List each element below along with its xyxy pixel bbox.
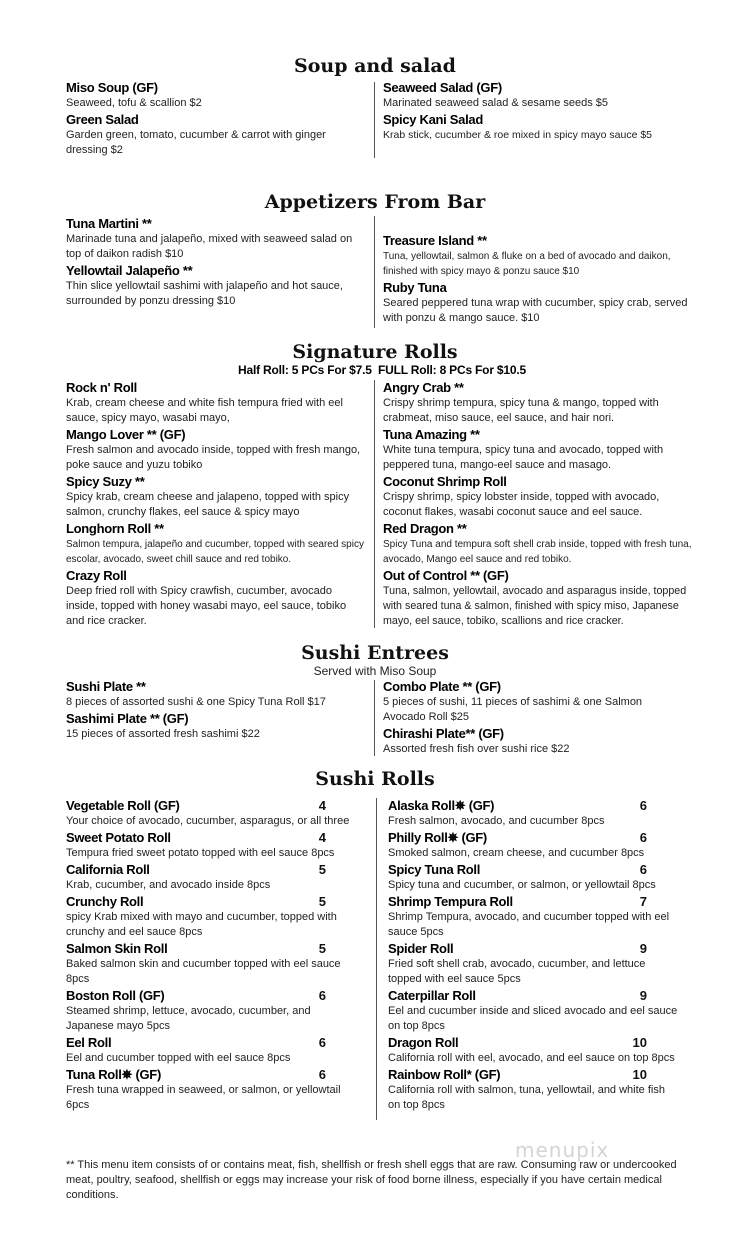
item-name: Salmon Skin Roll <box>66 941 168 956</box>
item-price: 5 <box>318 941 326 956</box>
item-name: Ruby Tuna <box>383 280 447 295</box>
menu-item <box>66 263 366 309</box>
menu-item <box>383 233 688 279</box>
item-name: Sushi Plate ** <box>66 679 146 694</box>
menu-item <box>388 862 680 893</box>
item-description: Thin slice yellowtail sashimi with jalapeño and hot sauce, surrounded by ponzu dressing $10 <box>66 280 343 307</box>
raw-food-disclaimer: ** This menu item consists of or contains meat, fish, shellfish or fresh shell eggs that are raw. Consuming raw or undercooked meat, poultry, seafood, shellfish or eggs may increase your risk of food borne illness, especially if you have certain medical conditions. <box>66 1159 677 1201</box>
menu-item <box>388 988 680 1034</box>
item-name: Spicy Kani Salad <box>383 112 483 127</box>
item-description: Seared peppered tuna wrap with cucumber, spicy crab, served with ponzu & mango sauce. $10 <box>383 297 688 324</box>
menu-item <box>388 830 680 861</box>
menu-item <box>388 894 680 940</box>
item-description: Marinade tuna and jalapeño, mixed with seaweed salad on top of daikon radish $10 <box>66 233 353 260</box>
entrees-subtitle: Served with Miso Soup <box>313 664 437 678</box>
menu-item <box>388 941 680 987</box>
menu-item <box>383 280 688 326</box>
item-description: Spicy tuna and cucumber, or salmon, or yellowtail 8pcs <box>388 879 656 891</box>
soup-salad-right-column <box>383 80 683 144</box>
full-roll-price: FULL Roll: 8 PCs For $10.5 <box>378 363 526 377</box>
item-description: spicy Krab mixed with mayo and cucumber, topped with crunchy and eel sauce 8pcs <box>66 911 337 938</box>
menu-item <box>388 1035 680 1066</box>
item-price: 10 <box>632 1067 647 1082</box>
menu-item <box>66 427 366 473</box>
item-name: Dragon Roll <box>388 1035 459 1050</box>
item-name: Caterpillar Roll <box>388 988 476 1003</box>
item-price: 6 <box>639 862 647 877</box>
item-name: Green Salad <box>66 112 139 127</box>
item-description: Salmon tempura, jalapeño and cucumber, topped with seared spicy escolar, avocado, sweet chill sauce and red tobiko. <box>66 539 364 565</box>
item-name: Red Dragon ** <box>383 521 467 536</box>
item-description: Krab, cucumber, and avocado inside 8pcs <box>66 879 271 891</box>
item-description: Crispy shrimp tempura, spicy tuna & mango, topped with crabmeat, miso sauce, eel sauce, and hair nori. <box>383 397 659 424</box>
menu-item <box>383 112 683 143</box>
item-name: Miso Soup (GF) <box>66 80 158 95</box>
item-description: Seaweed, tofu & scallion $2 <box>66 97 202 109</box>
item-name: Coconut Shrimp Roll <box>383 474 507 489</box>
menu-item <box>383 726 683 757</box>
item-description: California roll with eel, avocado, and eel sauce on top 8pcs <box>388 1052 675 1064</box>
item-description: Your choice of avocado, cucumber, asparagus, or all three <box>66 815 350 827</box>
appetizers-right-column <box>383 233 688 327</box>
item-price: 10 <box>632 1035 647 1050</box>
menu-item <box>383 521 693 567</box>
item-description: Crispy shrimp, spicy lobster inside, topped with avocado, coconut flakes, wasabi coconut sauce and eel sauce. <box>383 491 660 518</box>
item-name: California Roll <box>66 862 150 877</box>
menu-item <box>66 1035 356 1066</box>
entrees-left-column <box>66 679 366 743</box>
item-description: Fried soft shell crab, avocado, cucumber, and lettuce topped with eel sauce 5pcs <box>388 958 646 985</box>
menu-item <box>66 941 356 987</box>
menu-item <box>383 679 683 725</box>
item-description: Tempura fried sweet potato topped with eel sauce 8pcs <box>66 847 335 859</box>
item-name: Angry Crab ** <box>383 380 464 395</box>
item-name: Out of Control ** (GF) <box>383 568 509 583</box>
item-price: 6 <box>318 1035 326 1050</box>
item-name: Vegetable Roll (GF) <box>66 798 180 813</box>
item-description: Krab, cream cheese and white fish tempura fried with eel sauce, spicy mayo, wasabi mayo, <box>66 397 343 424</box>
item-name: Shrimp Tempura Roll <box>388 894 513 909</box>
column-divider <box>374 380 375 628</box>
item-name: Crunchy Roll <box>66 894 144 909</box>
item-name: Rock n' Roll <box>66 380 137 395</box>
item-name: Treasure Island ** <box>383 233 487 248</box>
section-title-sushi-entrees: Sushi Entrees <box>301 642 449 664</box>
column-divider <box>374 216 375 328</box>
section-title-appetizers: Appetizers From Bar <box>264 191 486 213</box>
menu-item <box>66 988 356 1034</box>
column-divider <box>374 82 375 158</box>
item-name: Combo Plate ** (GF) <box>383 679 501 694</box>
item-description: Tuna, salmon, yellowtail, avocado and asparagus inside, topped with seared tuna & salmon, finished with spicy miso, Japanese mayo, eel sauce, tobiko, scallions and rice cracker. <box>383 585 687 627</box>
item-description: Eel and cucumber inside and sliced avocado and eel sauce on top 8pcs <box>388 1005 678 1032</box>
item-name: Seaweed Salad (GF) <box>383 80 502 95</box>
item-name: Boston Roll (GF) <box>66 988 165 1003</box>
menu-item <box>66 380 366 426</box>
item-name: Sashimi Plate ** (GF) <box>66 711 189 726</box>
item-price: 6 <box>318 1067 326 1082</box>
menu-item <box>383 80 683 111</box>
signature-right-column <box>383 380 693 630</box>
soup-salad-left-column <box>66 80 366 159</box>
half-roll-price: Half Roll: 5 PCs For $7.5 <box>238 363 372 377</box>
item-price: 9 <box>639 941 647 956</box>
signature-left-column <box>66 380 366 630</box>
item-description: Fresh salmon and avocado inside, topped with fresh mango, poke sauce and yuzu tobiko <box>66 444 361 471</box>
item-description: Fresh salmon, avocado, and cucumber 8pcs <box>388 815 605 827</box>
menu-item <box>66 521 366 567</box>
section-title-sushi-rolls: Sushi Rolls <box>315 768 435 790</box>
item-name: Alaska Roll✵ (GF) <box>388 798 495 813</box>
item-description: Steamed shrimp, lettuce, avocado, cucumber, and Japanese mayo 5pcs <box>66 1005 311 1032</box>
item-description: Garden green, tomato, cucumber & carrot with ginger dressing $2 <box>66 129 326 156</box>
menu-item <box>383 427 693 473</box>
menu-item <box>66 830 356 861</box>
entrees-right-column <box>383 679 683 758</box>
menu-item <box>383 474 693 520</box>
item-name: Spider Roll <box>388 941 454 956</box>
item-name: Rainbow Roll* (GF) <box>388 1067 501 1082</box>
item-name: Tuna Roll✵ (GF) <box>66 1067 161 1082</box>
item-description: Krab stick, cucumber & roe mixed in spicy mayo sauce $5 <box>383 129 653 141</box>
menu-item <box>388 798 680 829</box>
item-name: Yellowtail Jalapeño ** <box>66 263 193 278</box>
item-name: Crazy Roll <box>66 568 127 583</box>
column-divider <box>374 680 375 756</box>
item-description: Spicy Tuna and tempura soft shell crab inside, topped with fresh tuna, avocado, Mango eel sauce and red tobiko. <box>383 539 692 565</box>
item-description: Deep fried roll with Spicy crawfish, cucumber, avocado inside, topped with honey wasabi mayo, eel sauce, tobiko and rice cracker. <box>66 585 347 627</box>
item-description: Tuna, yellowtail, salmon & fluke on a bed of avocado and daikon, finished with spicy mayo & ponzu sauce $10 <box>383 251 671 277</box>
item-name: Tuna Amazing ** <box>383 427 480 442</box>
menu-item <box>66 80 366 111</box>
item-name: Spicy Tuna Roll <box>388 862 481 877</box>
item-price: 6 <box>318 988 326 1003</box>
section-title-soup-salad: Soup and salad <box>294 55 456 77</box>
section-title-signature-rolls: Signature Rolls <box>292 341 458 363</box>
item-name: Chirashi Plate** (GF) <box>383 726 504 741</box>
item-name: Philly Roll✵ (GF) <box>388 830 487 845</box>
menu-item <box>66 474 366 520</box>
item-description: Shrimp Tempura, avocado, and cucumber topped with eel sauce 5pcs <box>388 911 670 938</box>
item-name: Longhorn Roll ** <box>66 521 164 536</box>
item-description: Eel and cucumber topped with eel sauce 8pcs <box>66 1052 291 1064</box>
item-description: 8 pieces of assorted sushi & one Spicy Tuna Roll $17 <box>66 696 326 708</box>
menu-item <box>383 380 693 426</box>
item-price: 9 <box>639 988 647 1003</box>
menu-item <box>388 1067 680 1113</box>
menu-item <box>66 862 356 893</box>
item-description: Smoked salmon, cream cheese, and cucumber 8pcs <box>388 847 645 859</box>
menu-item <box>66 112 366 158</box>
sushi-rolls-left-column <box>66 798 356 1114</box>
menu-item <box>383 568 693 629</box>
menu-item <box>66 568 366 629</box>
item-description: Marinated seaweed salad & sesame seeds $5 <box>383 97 609 109</box>
item-price: 7 <box>639 894 647 909</box>
menupix-watermark: menupix <box>515 1138 610 1162</box>
item-name: Spicy Suzy ** <box>66 474 145 489</box>
item-description: Assorted fresh fish over sushi rice $22 <box>383 743 570 755</box>
item-description: White tuna tempura, spicy tuna and avocado, topped with peppered tuna, mango-eel sauce and masago. <box>383 444 664 471</box>
item-name: Sweet Potato Roll <box>66 830 171 845</box>
menu-item <box>66 679 366 710</box>
column-divider <box>376 798 377 1120</box>
menu-item <box>66 798 356 829</box>
item-description: 15 pieces of assorted fresh sashimi $22 <box>66 728 260 740</box>
menu-item <box>66 1067 356 1113</box>
appetizers-left-column <box>66 216 366 310</box>
item-price: 4 <box>318 830 326 845</box>
item-price: 5 <box>318 862 326 877</box>
menu-item <box>66 216 366 262</box>
item-price: 6 <box>639 830 647 845</box>
item-name: Eel Roll <box>66 1035 112 1050</box>
menu-item <box>66 894 356 940</box>
item-price: 4 <box>318 798 326 813</box>
menu-item <box>66 711 366 742</box>
item-description: Fresh tuna wrapped in seaweed, or salmon, or yellowtail 6pcs <box>66 1084 341 1111</box>
item-price: 5 <box>318 894 326 909</box>
item-description: 5 pieces of sushi, 11 pieces of sashimi & one Salmon Avocado Roll $25 <box>383 696 643 723</box>
item-name: Mango Lover ** (GF) <box>66 427 186 442</box>
item-price: 6 <box>639 798 647 813</box>
item-name: Tuna Martini ** <box>66 216 152 231</box>
item-description: California roll with salmon, tuna, yellowtail, and white fish on top 8pcs <box>388 1084 665 1111</box>
item-description: Baked salmon skin and cucumber topped with eel sauce 8pcs <box>66 958 341 985</box>
sushi-rolls-right-column <box>388 798 680 1114</box>
item-description: Spicy krab, cream cheese and jalapeno, topped with spicy salmon, crunchy flakes, eel sauce & spicy mayo <box>66 491 350 518</box>
